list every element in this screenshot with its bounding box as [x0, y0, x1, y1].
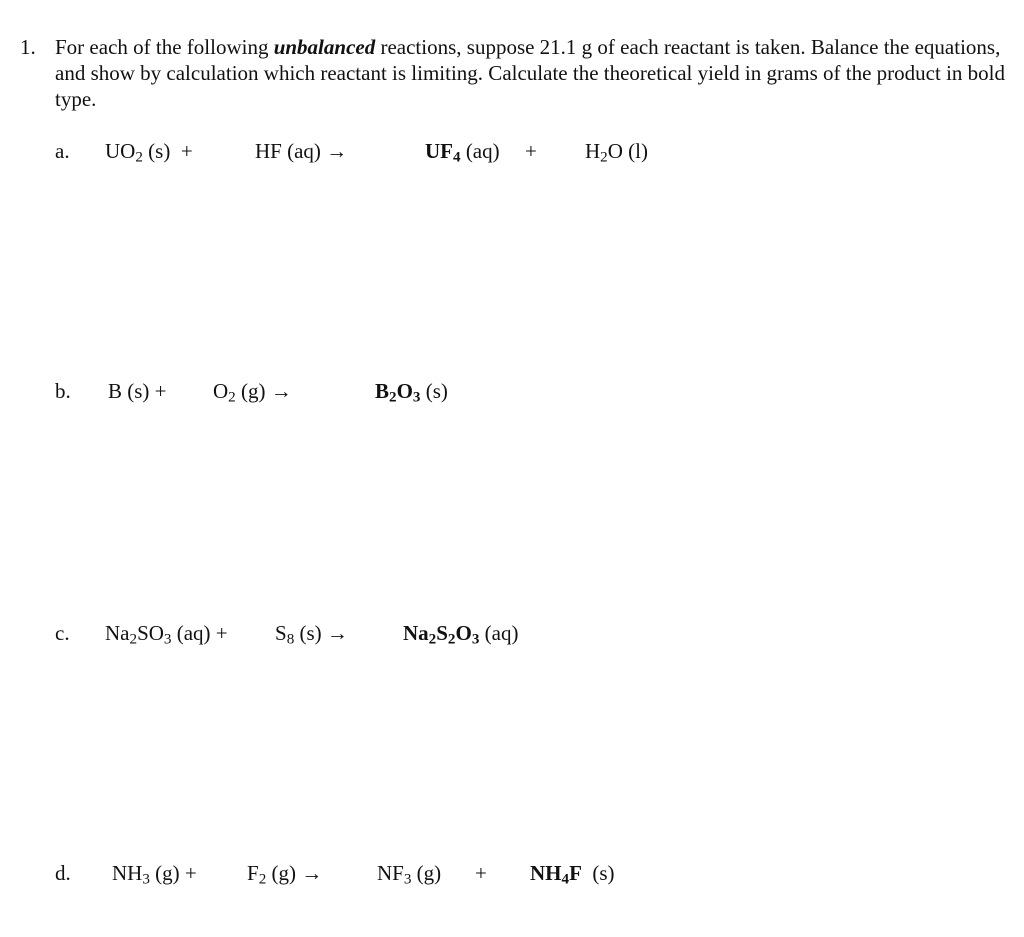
product-b2o3: $B_2O_3$ (s): [375, 379, 448, 406]
question-emphasis: unbalanced: [273, 35, 376, 59]
plus-sign: +: [475, 861, 487, 885]
reactant-b: B (s) +: [108, 379, 167, 403]
reaction-d: [0, 858, 1024, 888]
reactant-nh3: $NH_3$ (g) +: [112, 861, 197, 888]
question-text: [55, 34, 1023, 112]
product-h2o: $H_2O$ (l): [585, 139, 648, 166]
reactant-f2: $F_2$ (g) →: [247, 861, 323, 888]
reaction-c: [0, 618, 1024, 648]
question-text-before: For each of the following: [55, 35, 274, 59]
arrow-icon: →: [301, 861, 323, 885]
reaction-a: [0, 136, 1024, 166]
arrow-icon: →: [326, 139, 348, 163]
plus-sign: +: [525, 139, 537, 163]
product-na2s2o3: $Na_2S_2O_3$ (aq): [403, 621, 519, 648]
product-uf4: $UF_4$ (aq): [425, 139, 500, 166]
part-letter-a: a.: [55, 139, 70, 163]
reactant-o2: $O_2$ (g) →: [213, 379, 292, 406]
part-letter-c: c.: [55, 621, 70, 645]
question-text-after: reactions, suppose 21.1 g of each reactant is taken. Balance the equations, and show by calculation which reactant is limiting. Calculate the theoretical yield in grams of the product in bold type.: [55, 35, 1005, 111]
product-nf3: $NF_3$ (g): [377, 861, 442, 888]
reactant-s8: $S_8$ (s) →: [275, 621, 348, 648]
part-letter-d: d.: [55, 861, 71, 885]
reactant-hf: HF (aq) →: [255, 139, 348, 163]
reaction-b: [0, 376, 1024, 406]
arrow-icon: →: [270, 379, 292, 403]
question-number: 1.: [20, 35, 36, 59]
part-letter-b: b.: [55, 379, 71, 403]
product-nh4f: $NH_4F$ (s): [530, 861, 615, 888]
reactant-uo2: $UO_2$ (s) +: [105, 139, 193, 166]
reactant-na2so3: $Na_2SO_3$ (aq) +: [105, 621, 228, 648]
arrow-icon: →: [326, 621, 348, 645]
